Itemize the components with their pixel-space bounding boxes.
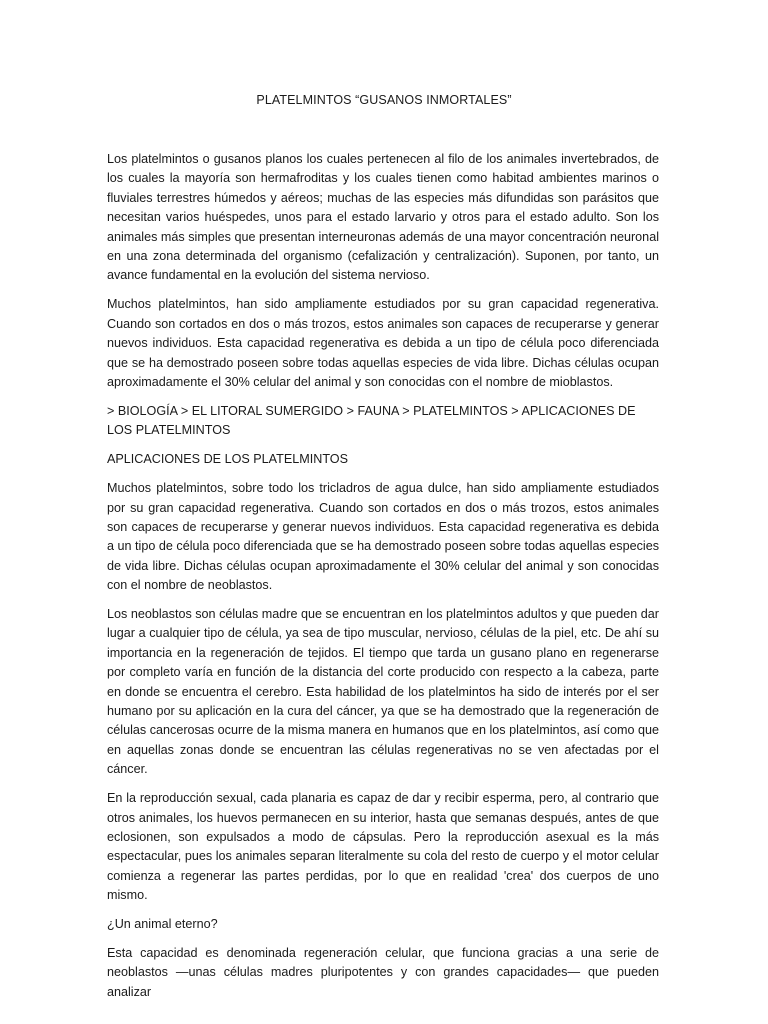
page-title: PLATELMINTOS “GUSANOS INMORTALES”	[256, 93, 512, 107]
breadcrumb: > BIOLOGÍA > EL LITORAL SUMERGIDO > FAUNA > PLATELMINTOS > APLICACIONES DE LOS PLATELMINTOS	[107, 403, 636, 438]
paragraph-reproduction: En la reproducción sexual, cada planaria es capaz de dar y recibir esperma, pero, al contrario que otros animales, los huevos permanecen en su interior, hasta que semanas después, antes de que eclosionen, son expulsados a modo de cápsulas. Pero la reproducción asexual es la más espectacular, pues los animales separan literalmente su cola del resto de cuerpo y el motor celular comienza a regenerar las partes perdidas, por lo que en realidad 'crea' dos cuerpos de uno mismo.	[107, 791, 659, 903]
paragraph-regeneration: Muchos platelmintos, han sido ampliamente estudiados por su gran capacidad regenerativa. Cuando son cortados en dos o más trozos, estos animales son capaces de recuperarse y generar nuevos individuos. Esta capacidad regenerativa es debida a un tipo de célula poco diferenciada que se ha demostrado poseen sobre todas aquellas especies de vida libre. Dichas células ocupan aproximadamente el 30% celular del animal y son conocidas con el nombre de mioblastos.	[107, 297, 659, 389]
paragraph-cell-regeneration: Esta capacidad es denominada regeneración celular, que funciona gracias a una serie de neoblastos —unas células madres pluripotentes y con grandes capacidades— que pueden analizar	[107, 946, 659, 999]
section-heading: APLICACIONES DE LOS PLATELMINTOS	[107, 452, 348, 467]
paragraph-applications: Muchos platelmintos, sobre todo los tricladros de agua dulce, han sido ampliamente estudiados por su gran capacidad regenerativa. Cuando son cortados en dos o más trozos, estos animales son capaces de recuperarse y generar nuevos individuos. Esta capacidad regenerativa es debida a un tipo de célula poco diferenciada que se ha demostrado poseen sobre todas aquellas especies de vida libre. Dichas células ocupan aproximadamente el 30% celular del animal y son conocidas con el nombre de neoblastos.	[107, 481, 659, 593]
document-body	[107, 150, 659, 1012]
subheading-eternal-animal: ¿Un animal eterno?	[107, 917, 218, 932]
paragraph-neoblasts: Los neoblastos son células madre que se encuentran en los platelmintos adultos y que pueden dar lugar a cualquier tipo de célula, ya sea de tipo muscular, nervioso, células de la piel, etc. De ahí su importancia en la regeneración de tejidos. El tiempo que tarda un gusano plano en regenerarse por completo varía en función de la distancia del corte producido con respecto a la cabeza, parte en donde se encuentra el cerebro. Esta habilidad de los platelmintos ha sido de interés por el ser humano por su aplicación en la cura del cáncer, ya que se ha demostrado que la regeneración de células cancerosas ocurre de la misma manera en humanos que en los platelmintos, así como que en aquellas zonas donde se encuentran las células regenerativas no se ven afectadas por el cáncer.	[107, 607, 659, 777]
paragraph-intro: Los platelmintos o gusanos planos los cuales pertenecen al filo de los animales invertebrados, de los cuales la mayoría son hermafroditas y los cuales tienen como habitad ambientes marinos o fluviales terrestres húmedos y aéreos; muchas de las especies más difundidas son parásitos que necesitan varios huéspedes, unos para el estado larvario y otros para el estado adulto. Son los animales más simples que presentan interneuronas además de una mayor concentración neuronal en una zona determinada del organismo (cefalización y centralización). Suponen, por tanto, un avance fundamental en la evolución del sistema nervioso.	[107, 152, 659, 283]
